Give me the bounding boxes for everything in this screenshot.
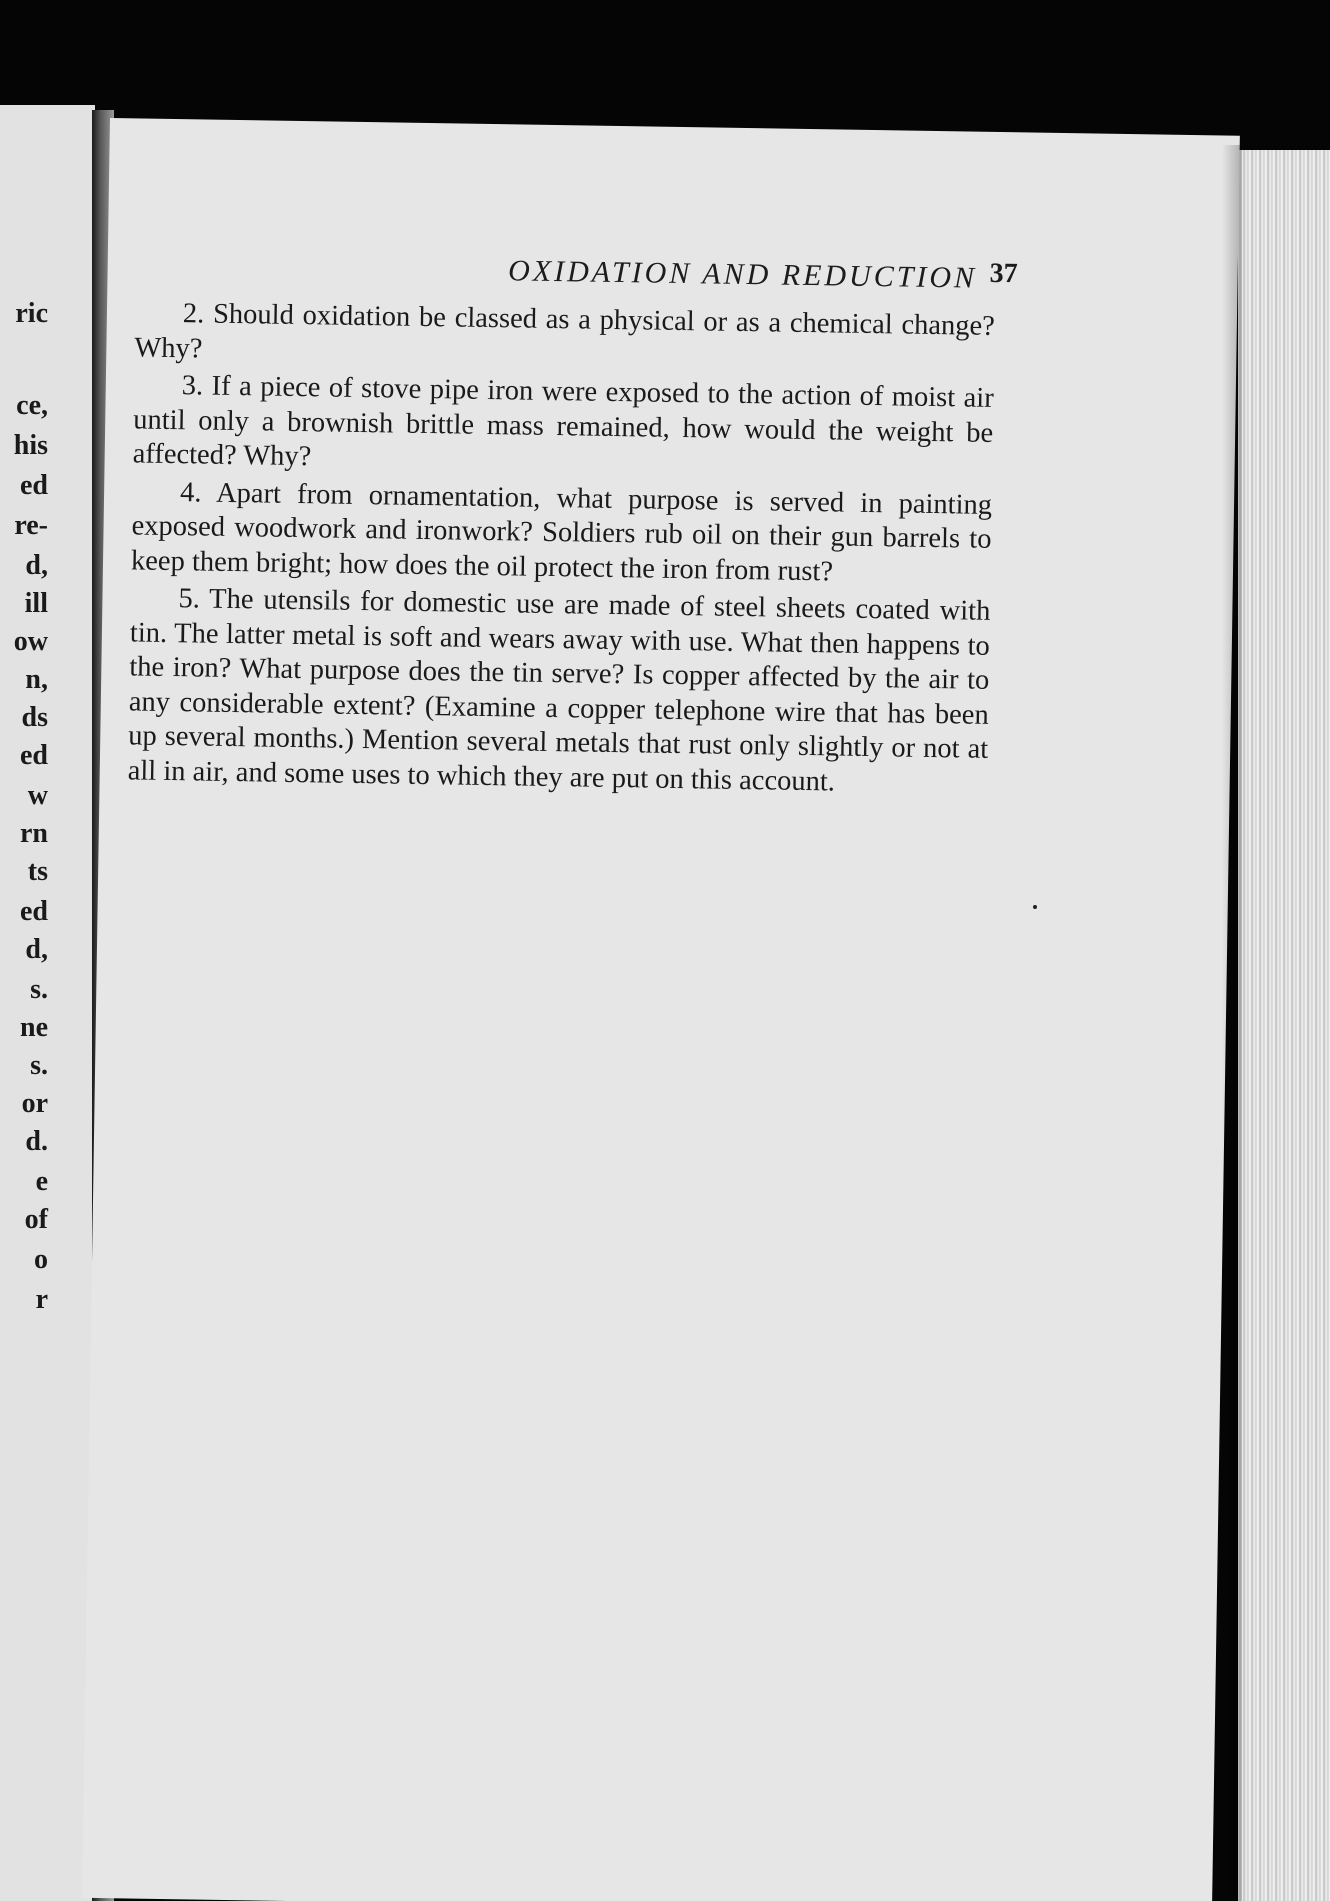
scan-speck [1033, 905, 1037, 909]
left-page-fragment: n, [25, 664, 48, 695]
left-page-fragment: ne [20, 1012, 48, 1043]
left-page-fragment: ed [20, 470, 48, 501]
page-body [127, 296, 995, 804]
left-page-fragment: d, [25, 934, 48, 965]
left-page-fragment: ric [15, 298, 48, 329]
book-page [82, 118, 1240, 1901]
left-page-fragment: r [35, 1284, 48, 1315]
left-page-fragment: re- [14, 510, 48, 541]
left-page-fragment: d. [25, 1126, 48, 1157]
left-page-fragment: d, [25, 550, 48, 581]
left-page-fragment: ds [21, 702, 48, 733]
left-page-fragment: e [35, 1166, 48, 1197]
left-page-fragment: ow [13, 626, 48, 657]
left-page-fragment: s. [30, 974, 48, 1005]
question-paragraph: 4. Apart from ornamentation, what purpose is served in painting exposed woodwork and ironwork? Soldiers rub oil on their gun barrels to keep them bright; how does the oil protect the iron from rust? [130, 476, 993, 587]
question-paragraph: 5. The utensils for domestic use are made of steel sheets coated with tin. The latter metal is soft and wears away with use. What then happens to the iron? What purpose does the tin serve? Is copper affected by the air to any considerable extent? (Examine a copper telephone wire that has been up several months.) Mention several metals that rust only slightly or not at all in air, and some uses to which they are put on this account. [127, 583, 991, 797]
page-edge-shadow [1222, 145, 1242, 1901]
left-page-fragment: rn [20, 818, 48, 849]
left-page-fragment: w [27, 780, 48, 811]
left-page-fragment: s. [30, 1050, 48, 1081]
running-header: OXIDATION AND REDUCTION [507, 254, 978, 295]
left-page-fragment: ts [27, 856, 48, 887]
left-page-fragment: o [34, 1244, 48, 1275]
question-paragraph: 3. If a piece of stove pipe iron were exposed to the action of moist air until only a brownish brittle mass remained, how would the weight be affected? Why? [132, 370, 994, 473]
page-block-edges [1238, 150, 1330, 1901]
left-page-fragment: ed [20, 740, 48, 771]
left-page-fragment: of [24, 1204, 48, 1235]
left-page-fragment: his [13, 430, 48, 461]
left-page-fragment: ce, [16, 390, 48, 421]
left-page-fragment: or [21, 1088, 48, 1119]
left-page-fragment: ed [20, 896, 48, 927]
question-paragraph: 2. Should oxidation be classed as a physical or as a chemical change? Why? [134, 298, 996, 364]
left-page-fragment: ill [24, 588, 48, 619]
page-number: 37 [989, 257, 1018, 290]
